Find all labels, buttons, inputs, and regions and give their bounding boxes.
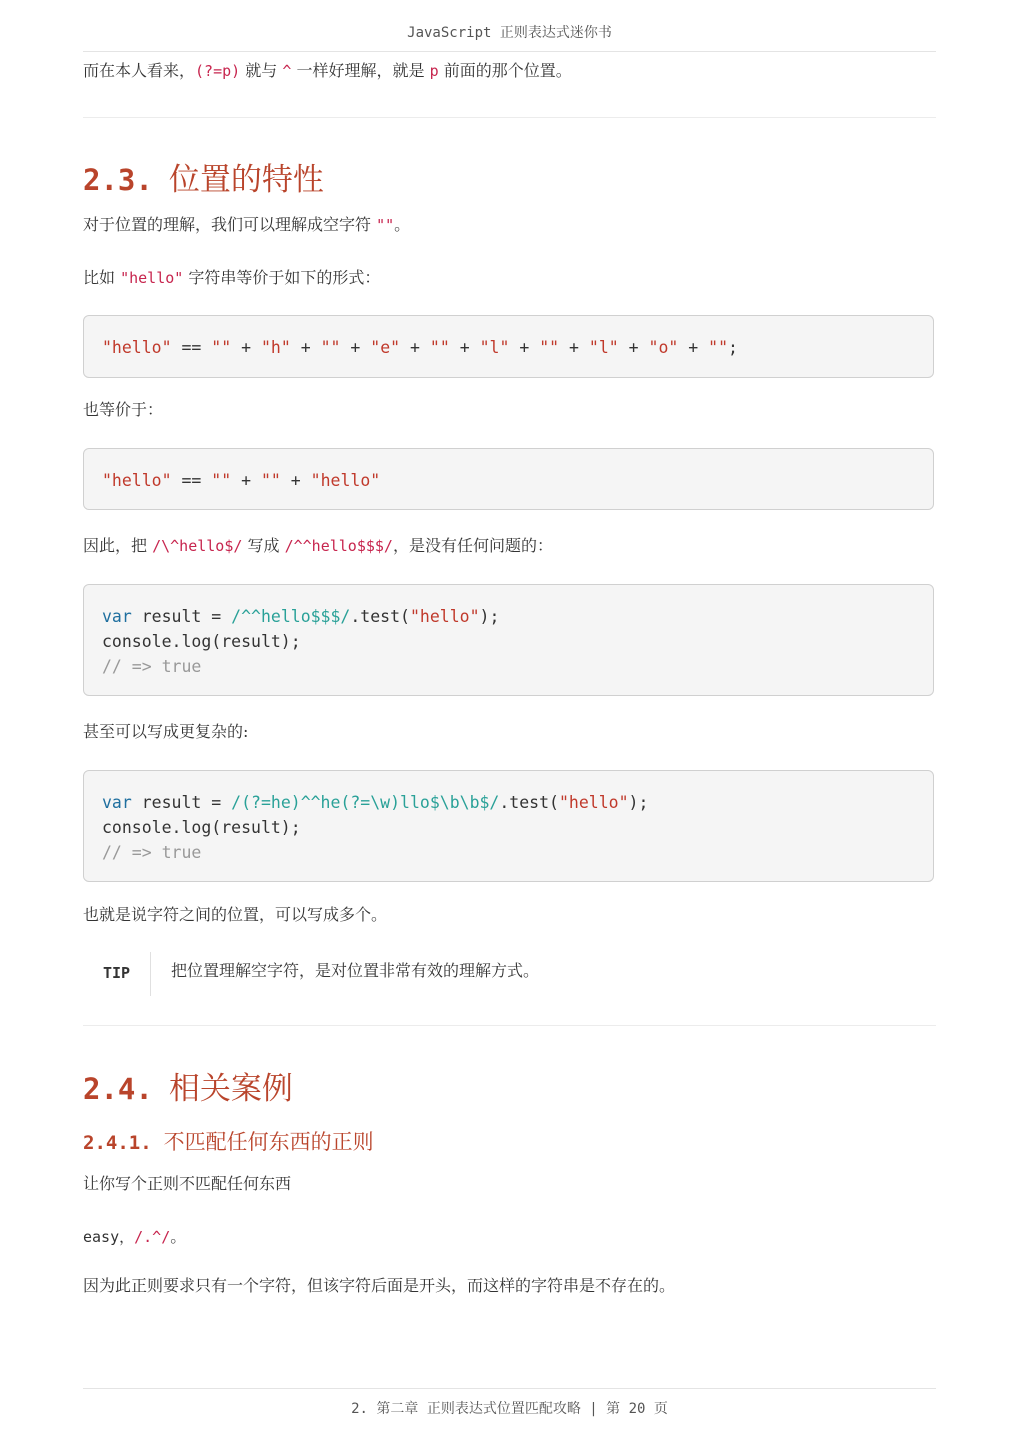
plus-token: + — [400, 338, 430, 357]
text: 因此，把 — [83, 536, 153, 555]
code-comment: // => true — [102, 657, 202, 676]
section-2-3-heading — [83, 154, 324, 199]
string-token: "hello" — [310, 471, 381, 490]
plus-token: + — [559, 338, 589, 357]
code-block-3 — [83, 584, 934, 696]
therefore-paragraph — [83, 535, 553, 557]
intro-text-4: 前面的那个位置。 — [438, 61, 572, 80]
regex-code-1: /\^hello$/ — [152, 537, 243, 555]
running-header — [0, 22, 1019, 42]
plus-token: + — [340, 338, 371, 357]
tip-text: 把位置理解空字符，是对位置非常有效的理解方式。 — [171, 961, 540, 980]
string-token: "" — [211, 338, 232, 357]
code-token: result = — [131, 607, 232, 626]
lookahead-code: (?=p) — [195, 62, 241, 80]
caret-code: ^ — [282, 62, 292, 80]
also-equals-paragraph — [83, 399, 163, 421]
keyword-token: var — [102, 793, 132, 812]
code-line — [84, 468, 933, 493]
string-token: "hello" — [558, 793, 629, 812]
multi-position-paragraph — [83, 904, 387, 926]
header-divider — [83, 51, 936, 52]
string-token: "" — [708, 338, 729, 357]
section-divider — [83, 117, 936, 118]
string-token: "o" — [648, 338, 679, 357]
footer-divider — [83, 1388, 936, 1389]
empty-char-paragraph — [83, 214, 410, 236]
code-line-2: console.log(result); — [102, 632, 301, 651]
code-token: result = — [131, 793, 232, 812]
text: 对于位置的理解，我们可以理解成空字符 — [83, 215, 377, 234]
easy-paragraph — [83, 1226, 186, 1248]
text: 比如 — [83, 268, 121, 287]
text: 也就是说字符之间的位置，可以写成多个。 — [83, 905, 388, 924]
no-match-regex-code: /.^/ — [134, 1228, 171, 1246]
string-token: "" — [429, 338, 450, 357]
reason-paragraph — [83, 1275, 675, 1297]
string-token: "" — [320, 338, 341, 357]
code-block-2 — [83, 448, 934, 510]
text: 。 — [170, 1227, 187, 1246]
page-number: 第 20 页 — [606, 1401, 668, 1417]
plus-token: + — [280, 471, 311, 490]
code-line-2: console.log(result); — [102, 818, 301, 837]
string-token: "h" — [260, 338, 291, 357]
string-token: "e" — [370, 338, 401, 357]
string-token: "l" — [479, 338, 510, 357]
plus-token: + — [618, 338, 649, 357]
tip-label: TIP — [103, 964, 131, 982]
code-comment: // => true — [102, 843, 202, 862]
regex-token: /^^hello$$$/ — [231, 607, 351, 626]
running-footer — [0, 1398, 1019, 1418]
footer-separator: | — [580, 1401, 607, 1417]
text: 也等价于： — [83, 400, 164, 419]
footer-chapter: 2. 第二章 正则表达式位置匹配攻略 — [351, 1401, 581, 1417]
tip-divider — [150, 952, 151, 996]
plus-token: + — [678, 338, 709, 357]
code-token: .test( — [499, 793, 559, 812]
subsection-number: 2.4.1. — [83, 1132, 152, 1154]
string-token: "l" — [588, 338, 619, 357]
plus-token: + — [231, 338, 261, 357]
text: ，是没有任何问题的： — [392, 536, 553, 555]
text: 甚至可以写成更复杂的: — [83, 722, 249, 741]
text: 因为此正则要求只有一个字符，但该字符后面是开头，而这样的字符串是不存在的。 — [83, 1276, 676, 1295]
code-line-1 — [84, 790, 933, 815]
intro-paragraph — [83, 60, 572, 82]
task-paragraph — [83, 1173, 291, 1195]
keyword-token: var — [102, 607, 132, 626]
regex-token: /(?=he)^^he(?=\w)llo$\b\b$/ — [231, 793, 500, 812]
section-title: 位置的特性 — [168, 162, 324, 198]
plus-token: + — [449, 338, 480, 357]
text: 字符串等价于如下的形式： — [183, 268, 381, 287]
code-block-4 — [83, 770, 934, 882]
string-token: "" — [260, 471, 281, 490]
plus-token: + — [231, 471, 261, 490]
empty-string-code: "" — [376, 216, 395, 234]
code-token: .test( — [350, 607, 410, 626]
section-number: 2.3. — [83, 163, 153, 197]
string-token: "hello" — [409, 607, 480, 626]
operator-token: == — [171, 338, 212, 357]
intro-text-3: 一样好理解，就是 — [291, 61, 430, 80]
section-2-4-1-heading — [83, 1126, 374, 1156]
subsection-title: 不匹配任何东西的正则 — [163, 1130, 374, 1154]
operator-token: == — [171, 471, 212, 490]
text: easy， — [83, 1228, 135, 1246]
plus-token: + — [290, 338, 321, 357]
p-code: p — [429, 62, 439, 80]
code-token: ); — [628, 793, 649, 812]
section-2-4-heading — [83, 1063, 293, 1108]
section-divider — [83, 1025, 936, 1026]
section-title: 相关案例 — [168, 1071, 293, 1107]
section-number: 2.4. — [83, 1072, 153, 1106]
text: 。 — [394, 215, 411, 234]
plus-token: + — [509, 338, 540, 357]
intro-text-2: 就与 — [240, 61, 283, 80]
hello-paragraph — [83, 267, 380, 289]
header-title: JavaScript 正则表达式迷你书 — [407, 25, 612, 41]
intro-text-1: 而在本人看来， — [83, 61, 196, 80]
string-token: "" — [539, 338, 560, 357]
complex-paragraph — [83, 721, 248, 743]
string-token: "hello" — [102, 338, 172, 357]
code-line — [84, 335, 933, 360]
hello-code: "hello" — [120, 269, 184, 287]
string-token: "hello" — [102, 471, 172, 490]
text: 写成 — [242, 536, 285, 555]
string-token: "" — [211, 471, 232, 490]
code-block-1 — [83, 315, 934, 378]
regex-code-2: /^^hello$$$/ — [284, 537, 393, 555]
text: 让你写个正则不匹配任何东西 — [83, 1174, 292, 1193]
code-token: ); — [479, 607, 500, 626]
code-line-1 — [84, 604, 933, 629]
semicolon-token: ; — [728, 338, 738, 357]
